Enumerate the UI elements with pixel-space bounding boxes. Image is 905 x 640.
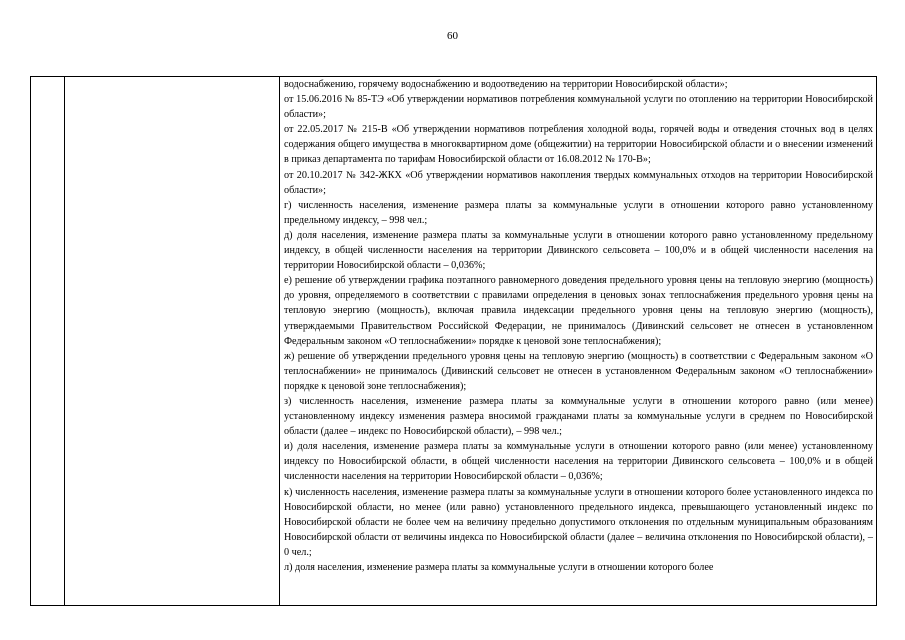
indicator-text-cell bbox=[280, 77, 876, 605]
text-paragraph: г) численность населения, изменение размера платы за коммунальные услуги в отношении которого равно установленному предельному индексу, – 998 чел.; bbox=[284, 199, 873, 226]
text-paragraph: з) численность населения, изменение размера платы за коммунальные услуги в отношении которого равно (или менее) установленному индексу изменения размера вносимой гражданами платы за коммунальные услуги в среднем по Новосибирской области (далее – индекс по Новосибирской области), – 998 чел.; bbox=[284, 395, 873, 438]
indicator-name-cell bbox=[65, 77, 280, 605]
text-paragraph: л) доля населения, изменение размера платы за коммунальные услуги в отношении которого более bbox=[284, 562, 714, 573]
row-number-cell bbox=[31, 77, 65, 605]
text-paragraph: ж) решение об утверждении предельного уровня цены на тепловую энергию (мощность) в соответствии с Федеральным законом «О теплоснабжении» не принималось (Дивинский сельсовет не отнесен в установленном Федеральным законом «О теплоснабжении» порядке к ценовой зоне теплоснабжения); bbox=[284, 350, 873, 392]
text-paragraph: и) доля населения, изменение размера платы за коммунальные услуги в отношении которого равно (или менее) установленному индексу по Новосибирской области, в общей численности населения на территории Дивинского сельсовета – 100,0% и в общей численности населения на территории Новосибирской области – 0,036%; bbox=[284, 441, 873, 483]
text-paragraph: д) доля населения, изменение размера платы за коммунальные услуги в отношении которого равно установленному предельному индексу, в общей численности населения на территории Дивинского сельсовета – 100,0% и в общей численности населения на территории Новосибирской области – 0,036%; bbox=[284, 229, 873, 272]
text-paragraph: к) численность населения, изменение размера платы за коммунальные услуги в отношении которого более установленного индекса по Новосибирской области, но менее (или равно) установленного предельного индекса, превышающего установленный индекс по Новосибирской области не более чем на величину предельно допустимого отклонения по отдельным муниципальным образованиям Новосибирской области от величины индекса по Новосибирской области (далее – величина отклонения по Новосибирской области), – 0 чел.; bbox=[284, 486, 873, 558]
page-number: 60 bbox=[447, 30, 458, 42]
text-paragraph: от 15.06.2016 № 85-ТЭ «Об утверждении нормативов потребления коммунальной услуги по отоплению на территории Новосибирской области»; bbox=[284, 94, 873, 121]
text-paragraph: водоснабжению, горячему водоснабжению и водоотведению на территории Новосибирской области»; bbox=[284, 79, 728, 90]
text-paragraph: от 22.05.2017 № 215-В «Об утверждении нормативов потребления холодной воды, горячей воды и отведения сточных вод в целях содержания общего имущества в многоквартирном доме (общежитии) на территории Новосибирской области и о внесении изменений в приказ департамента по тарифам Новосибирской области от 16.08.2012 № 170-В»; bbox=[284, 124, 873, 166]
text-paragraph: е) решение об утверждении графика поэтапного равномерного доведения предельного уровня цены на тепловую энергию (мощность) до уровня, определяемого в соответствии с правилами определения в ценовых зонах теплоснабжения предельного уровня цены на тепловую энергию (мощность), включая правила индексации предельного уровня цены на тепловую энергию (мощность), утверждаемыми Правительством Российской Федерации, не принималось (Дивинский сельсовет не отнесен в установленном Федеральным законом «О теплоснабжении» порядке к ценовой зоне теплоснабжения); bbox=[284, 275, 873, 347]
text-paragraph: от 20.10.2017 № 342-ЖКХ «Об утверждении нормативов накопления твердых коммунальных отходов на территории Новосибирской области»; bbox=[284, 169, 873, 196]
document-table bbox=[30, 76, 877, 606]
